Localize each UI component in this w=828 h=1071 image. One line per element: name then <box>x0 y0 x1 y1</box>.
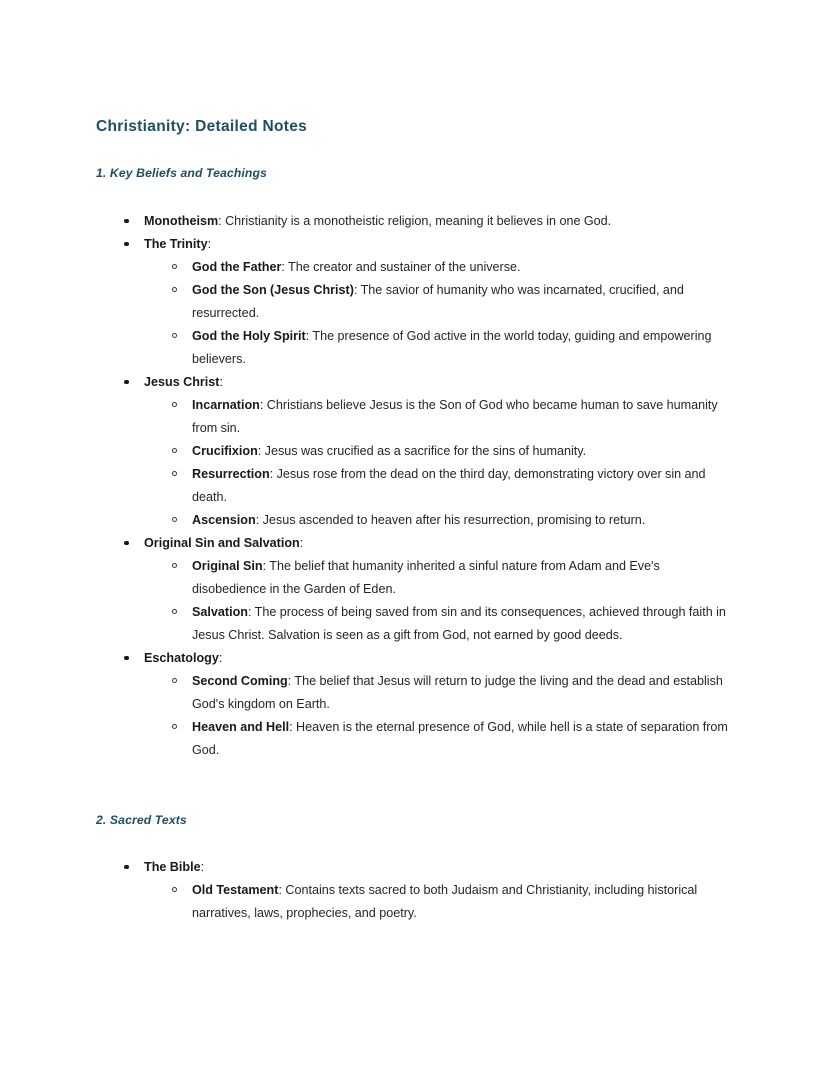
list-item-text <box>144 233 704 256</box>
list-item-term: Eschatology <box>144 651 219 665</box>
list-item-text <box>192 463 728 509</box>
list-item-term: Crucifixion <box>192 444 258 458</box>
list-item-text <box>192 670 728 716</box>
list-item-text <box>192 601 728 647</box>
page-title: Christianity: Detailed Notes <box>96 118 308 135</box>
list-item <box>192 394 728 440</box>
list-item <box>192 879 728 925</box>
list-item-term: Heaven and Hell <box>192 720 290 734</box>
list-item-body: : Contains texts sacred to both Judaism and Christianity, including historical narratives, laws, prophecies, and poetry. <box>192 883 698 920</box>
list-item-text <box>192 279 728 325</box>
list-item <box>192 716 728 762</box>
list-item-term: Original Sin <box>192 559 263 573</box>
list-item-body: : Heaven is the eternal presence of God, while hell is a state of separation from God. <box>192 720 728 757</box>
list-item-text <box>192 555 728 601</box>
section-heading-key-beliefs: 1. Key Beliefs and Teachings <box>96 166 267 180</box>
list-item <box>144 532 728 555</box>
list-item <box>144 210 728 233</box>
list-item-text <box>192 440 728 463</box>
list-item-term: Incarnation <box>192 398 260 412</box>
list-item-body: : The presence of God active in the world today, guiding and empowering believers. <box>192 329 712 366</box>
list-item-body: : Jesus rose from the dead on the third day, demonstrating victory over sin and death. <box>192 467 706 504</box>
list-item-text <box>192 256 728 279</box>
list-item-text <box>144 647 704 670</box>
list-item-body: : The creator and sustainer of the universe. <box>281 260 521 274</box>
list-item-text <box>192 394 728 440</box>
list-item-body: : The belief that Jesus will return to judge the living and the dead and establish God's kingdom on Earth. <box>192 674 723 711</box>
list-item-body: : <box>219 375 223 389</box>
list-item-term: God the Holy Spirit <box>192 329 306 343</box>
list-item-term: Second Coming <box>192 674 288 688</box>
list-item <box>144 647 728 670</box>
list-item <box>192 601 728 647</box>
list-item <box>144 856 728 879</box>
list-item-body: : The process of being saved from sin and its consequences, achieved through faith in Jesus Christ. Salvation is seen as a gift from God, not earned by good deeds. <box>192 605 726 642</box>
list-item <box>144 371 728 394</box>
list-item <box>192 555 728 601</box>
list-item-term: Resurrection <box>192 467 270 481</box>
list-item <box>192 670 728 716</box>
list-item-term: Jesus Christ <box>144 375 220 389</box>
list-item-body: : <box>299 536 304 550</box>
list-item-term: Ascension <box>192 513 256 527</box>
list-item <box>192 325 728 371</box>
list-item-body: : <box>218 651 223 665</box>
list-item-body: : Christians believe Jesus is the Son of God who became human to save humanity from sin. <box>192 398 718 435</box>
list-item-body: : <box>200 860 205 874</box>
list-item-text <box>144 856 704 879</box>
list-item-text <box>192 509 728 532</box>
list-item-text <box>144 210 704 233</box>
list-item-body: : Jesus was crucified as a sacrifice for the sins of humanity. <box>257 444 587 458</box>
list-item-text <box>144 371 704 394</box>
list-item-body: : The belief that humanity inherited a sinful nature from Adam and Eve's disobedience in the Garden of Eden. <box>192 559 660 596</box>
list-item-term: Monotheism <box>144 214 219 228</box>
list-item-term: The Bible <box>144 860 201 874</box>
list-item-term: Original Sin and Salvation <box>144 536 300 550</box>
section-heading-sacred-texts: 2. Sacred Texts <box>96 813 187 827</box>
section-list-key-beliefs <box>0 210 828 762</box>
list-item-term: Salvation <box>192 605 248 619</box>
list-item-body: : <box>207 237 212 251</box>
list-item-body: : Christianity is a monotheistic religion, meaning it believes in one God. <box>218 214 612 228</box>
list-item <box>192 256 728 279</box>
list-item-term: Old Testament <box>192 883 279 897</box>
list-item-body: : Jesus ascended to heaven after his resurrection, promising to return. <box>255 513 646 527</box>
list-item <box>192 463 728 509</box>
list-item-term: God the Son (Jesus Christ) <box>192 283 354 297</box>
list-item <box>192 509 728 532</box>
list-item-text <box>192 879 728 925</box>
list-item-text <box>192 716 728 762</box>
list-item <box>144 233 728 256</box>
list-item <box>192 279 728 325</box>
list-item-text <box>144 532 704 555</box>
list-item-body: : The savior of humanity who was incarnated, crucified, and resurrected. <box>192 283 684 320</box>
list-item-term: God the Father <box>192 260 282 274</box>
list-item-term: The Trinity <box>144 237 208 251</box>
list-item <box>192 440 728 463</box>
list-item-text <box>192 325 728 371</box>
section-list-sacred-texts <box>0 856 828 925</box>
